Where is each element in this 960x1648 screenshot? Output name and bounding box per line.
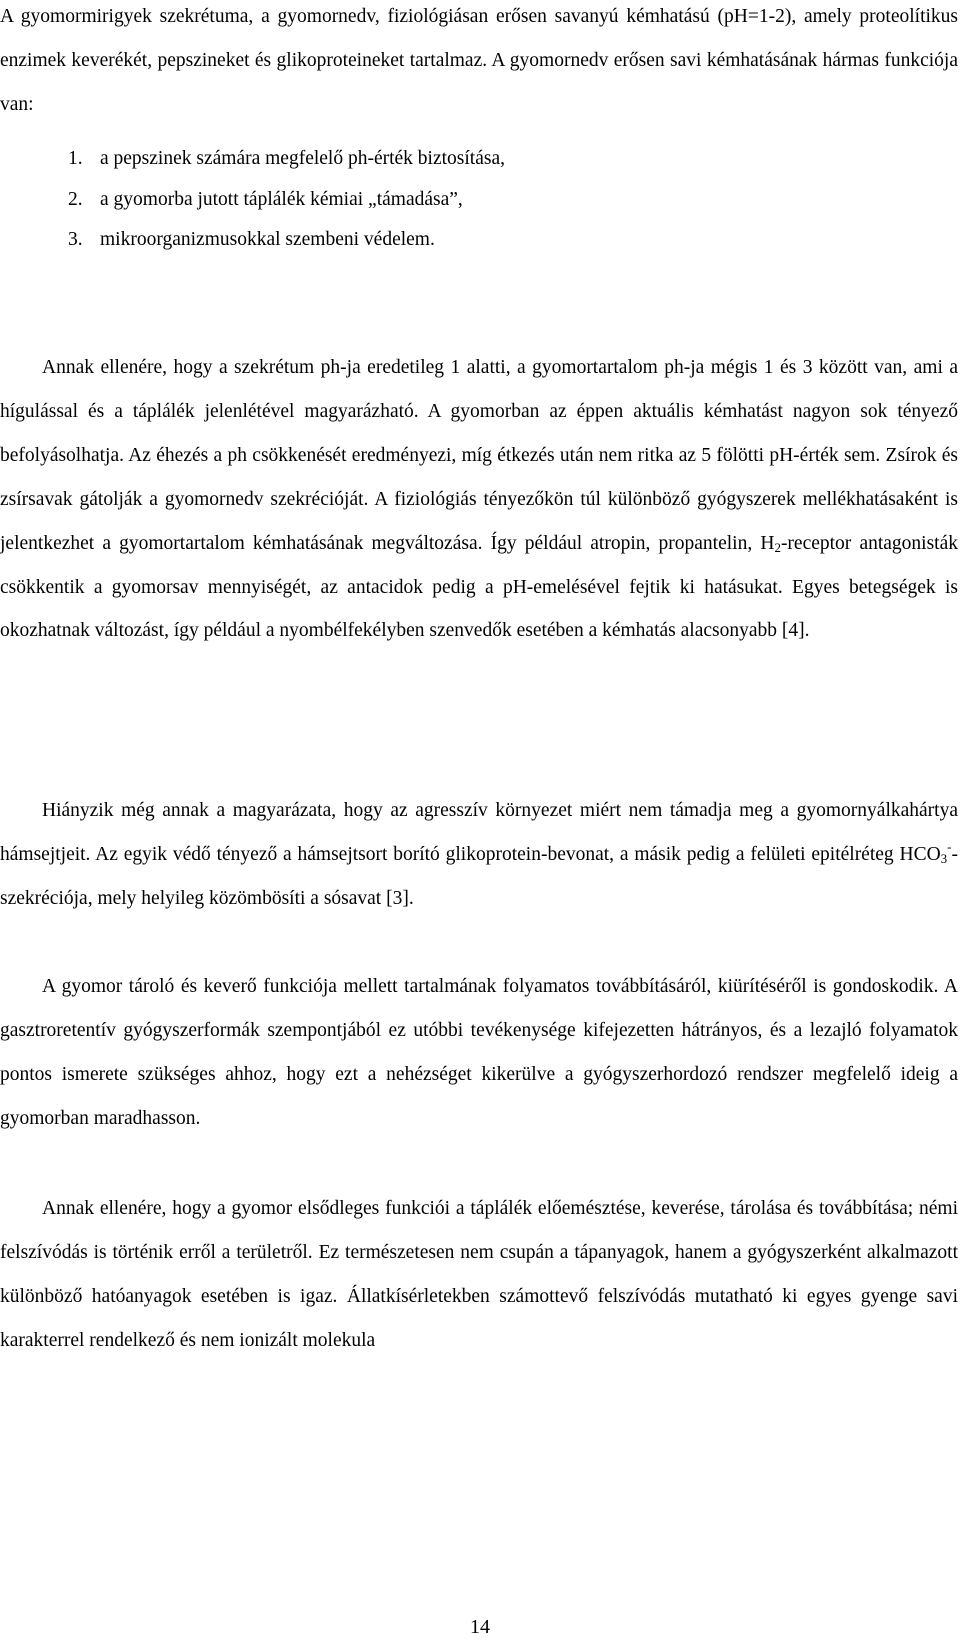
mucosa-paragraph-text-b: -szekréciója, mely helyileg közömbösíti a sósavat [3]. xyxy=(0,843,958,909)
list-item-text: a pepszinek számára megfelelő ph-érték biztosítása, xyxy=(100,148,505,169)
intro-paragraph: A gyomormirigyek szekrétuma, a gyomornedv, fiziológiásan erősen savanyú kémhatású (pH=1-2), amely proteolítikus enzimek keverékét, pepszineket és glikoproteineket tartalmaz. A gyomornedv erősen savi kémhatásának hármas funkciója van: xyxy=(0,6,958,115)
ph-paragraph-text-b: -receptor antagonisták csökkentik a gyomorsav mennyiségét, az antacidok pedig a pH-emelésével fejtik ki hatásukat. Egyes betegségek is okozhatnak változást, így például a nyombélfekélyben szenvedők esetében a kémhatás alacsonyabb [4]. xyxy=(0,532,958,642)
ph-paragraph xyxy=(0,346,958,653)
storage-paragraph: A gyomor tároló és keverő funkciója mellett tartalmának folyamatos továbbításáról, kiürítéséről is gondoskodik. A gasztroretentív gyógyszerformák szempontjából ez utóbbi tevékenysége kifejezetten hátrányos, és a lezajló folyamatok pontos ismerete szükséges ahhoz, hogy ezt a nehézséget kikerülve a gyógyszerhordozó rendszer megfelelő ideig a gyomorban maradhasson. xyxy=(0,976,958,1129)
hco3-subscript: 3 xyxy=(940,850,948,866)
mucosa-paragraph-block xyxy=(0,789,958,921)
list-item-number: 2. xyxy=(68,188,83,210)
list-item-text: a gyomorba jutott táplálék kémiai „támadása”, xyxy=(100,188,463,210)
list-item xyxy=(0,139,958,180)
hco3-superscript: - xyxy=(947,838,952,854)
functions-list-block xyxy=(0,139,958,261)
mucosa-paragraph xyxy=(0,789,958,921)
absorption-paragraph: Annak ellenére, hogy a gyomor elsődleges funkciói a táplálék előemésztése, keverése, tárolása és továbbítása; némi felszívódás is történik erről a területről. Ez természetesen nem csupán a tápanyagok, hanem a gyógyszerként alkalmazott különböző hatóanyagok esetében is igaz. Állatkísérletekben számottevő felszívódás mutatható ki egyes gyenge savi karakterrel rendelkező és nem ionizált molekula xyxy=(0,1198,958,1351)
intro-block xyxy=(0,0,958,127)
list-item xyxy=(0,180,958,221)
mucosa-paragraph-text-a: Hiányzik még annak a magyarázata, hogy az agresszív környezet miért nem támadja meg a gyomornyálkahártya hámsejtjeit. Az egyik védő tényező a hámsejtsort borító glikoprotein-bevonat, a másik pedig a felületi epitélréteg HCO xyxy=(0,800,958,865)
list-item-text: mikroorganizmusokkal szembeni védelem. xyxy=(100,229,435,250)
functions-list xyxy=(0,139,958,261)
page-number: 14 xyxy=(470,1616,490,1638)
list-item-number: 3. xyxy=(68,229,83,250)
ph-paragraph-block xyxy=(0,346,958,653)
list-item-number: 1. xyxy=(68,148,83,169)
ph-paragraph-text-a: Annak ellenére, hogy a szekrétum ph-ja eredetileg 1 alatti, a gyomortartalom ph-ja mégis 1 és 3 között van, ami a hígulással és a táplálék jelenlétével magyarázható. A gyomorban az éppen aktuális kémhatást nagyon sok tényező befolyásolhatja. Az éhezés a ph csökkenését eredményezi, míg étkezés után nem ritka az 5 fölötti pH-érték sem. Zsírok és zsírsavak gátolják a gyomornedv szekrécióját. A fiziológiás tényezőkön túl különböző gyógyszerek mellékhatásaként is jelentkezhet a gyomortartalom kémhatásának megváltozása. Így például atropin, propantelin, H xyxy=(0,357,958,554)
absorption-paragraph-block xyxy=(0,1187,958,1363)
list-item xyxy=(0,220,958,261)
h2-subscript: 2 xyxy=(774,539,781,555)
storage-paragraph-block xyxy=(0,965,958,1141)
